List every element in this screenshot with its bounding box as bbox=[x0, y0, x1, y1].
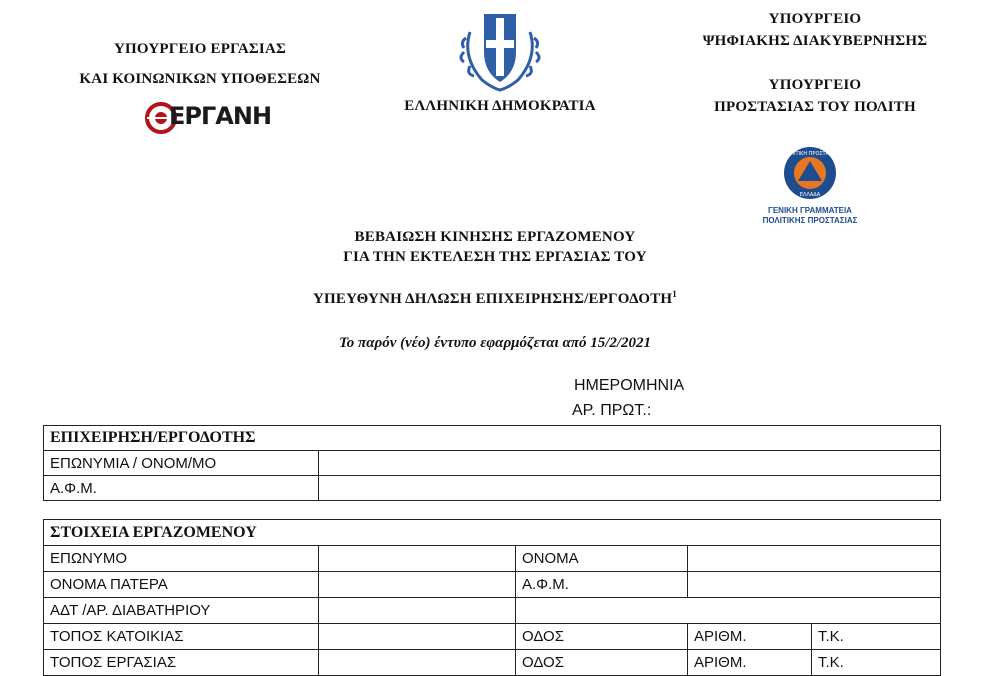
right-ministry-citizen-protection bbox=[650, 74, 980, 118]
business-table bbox=[43, 425, 941, 501]
document-title-line1: ΒΕΒΑΙΩΣΗ ΚΙΝΗΣΗΣ ΕΡΓΑΖΟΜΕΝΟΥ bbox=[354, 229, 636, 245]
table-row bbox=[44, 520, 941, 546]
father-name-field[interactable] bbox=[319, 572, 516, 598]
id-passport-extra-field[interactable] bbox=[516, 598, 941, 624]
business-name-label: ΕΠΩΝΥΜΙΑ / ΟΝΟΜ/ΜΟ bbox=[44, 451, 319, 476]
surname-field[interactable] bbox=[319, 546, 516, 572]
left-ministry-line2: ΚΑΙ ΚΟΙΝΩΝΙΚΩΝ ΥΠΟΘΕΣΕΩΝ bbox=[79, 71, 321, 87]
civil-caption-line2: ΠΟΛΙΤΙΚΗΣ ΠΡΟΣΤΑΣΙΑΣ bbox=[762, 216, 858, 225]
civil-logo-top-text: ΠΟΛΙΤΙΚΗ ΠΡΟΣΤΑΣΙΑ bbox=[782, 151, 838, 157]
business-afm-label: Α.Φ.Μ. bbox=[44, 476, 319, 501]
table-row bbox=[44, 426, 941, 451]
table-row bbox=[44, 598, 941, 624]
work-number-label: ΑΡΙΘΜ. bbox=[688, 650, 812, 676]
employee-section-header: ΣΤΟΙΧΕΙΑ ΕΡΓΑΖΟΜΕΝΟΥ bbox=[44, 520, 941, 546]
father-name-label: ΟΝΟΜΑ ΠΑΤΕΡΑ bbox=[44, 572, 319, 598]
id-passport-field[interactable] bbox=[319, 598, 516, 624]
residence-street-label: ΟΔΟΣ bbox=[516, 624, 688, 650]
residence-field[interactable] bbox=[319, 624, 516, 650]
employee-table bbox=[43, 519, 941, 676]
business-afm-field[interactable] bbox=[319, 476, 941, 501]
civil-logo-bottom-text: ΕΛΛΑΔΑ bbox=[799, 192, 821, 198]
business-name-field[interactable] bbox=[319, 451, 941, 476]
republic-title: ΕΛΛΗΝΙΚΗ ΔΗΜΟΚΡΑΤΙΑ bbox=[404, 98, 596, 114]
employee-afm-field[interactable] bbox=[688, 572, 941, 598]
table-row bbox=[44, 650, 941, 676]
employee-afm-label: Α.Φ.Μ. bbox=[516, 572, 688, 598]
table-row bbox=[44, 451, 941, 476]
left-ministry-header bbox=[40, 34, 360, 94]
firstname-field[interactable] bbox=[688, 546, 941, 572]
table-row bbox=[44, 546, 941, 572]
document-title-declaration bbox=[200, 289, 790, 308]
id-passport-label: ΑΔΤ /ΑΡ. ΔΙΑΒΑΤΗΡΙΟΥ bbox=[44, 598, 319, 624]
right-ministry-digital bbox=[650, 8, 980, 52]
work-place-label: ΤΟΠΟΣ ΕΡΓΑΣΙΑΣ bbox=[44, 650, 319, 676]
footnote-mark: 1 bbox=[672, 289, 677, 299]
residence-postal-label: Τ.Κ. bbox=[812, 624, 941, 650]
date-label: ΗΜΕΡΟΜΗΝΙΑ bbox=[574, 377, 685, 394]
ergani-logo-text: ΕΡΓΑΝΗ bbox=[169, 102, 272, 130]
right-ministry-1-line2: ΨΗΦΙΑΚΗΣ ΔΙΑΚΥΒΕΡΝΗΣΗΣ bbox=[702, 33, 928, 49]
effective-date-note: Το παρόν (νέο) έντυπο εφαρμόζεται από 15/2/2021 bbox=[338, 335, 652, 351]
greek-coat-of-arms-icon bbox=[452, 2, 548, 92]
right-ministry-1-line1: ΥΠΟΥΡΓΕΙΟ bbox=[768, 11, 862, 27]
work-street-label: ΟΔΟΣ bbox=[516, 650, 688, 676]
civil-protection-logo-icon bbox=[768, 146, 852, 200]
right-ministry-2-line1: ΥΠΟΥΡΓΕΙΟ bbox=[768, 77, 862, 93]
surname-label: ΕΠΩΝΥΜΟ bbox=[44, 546, 319, 572]
civil-protection-caption bbox=[718, 206, 902, 226]
residence-number-label: ΑΡΙΘΜ. bbox=[688, 624, 812, 650]
table-row bbox=[44, 476, 941, 501]
right-ministry-2-line2: ΠΡΟΣΤΑΣΙΑΣ ΤΟΥ ΠΟΛΙΤΗ bbox=[714, 99, 916, 115]
declaration-text: ΥΠΕΥΘΥΝΗ ΔΗΛΩΣΗ ΕΠΙΧΕΙΡΗΣΗΣ/ΕΡΓΟΔΟΤΗ bbox=[312, 291, 673, 307]
firstname-label: ΟΝΟΜΑ bbox=[516, 546, 688, 572]
work-place-field[interactable] bbox=[319, 650, 516, 676]
table-row bbox=[44, 572, 941, 598]
protocol-number-label: ΑΡ. ΠΡΩΤ.: bbox=[572, 402, 652, 419]
document-title-line2: ΓΙΑ ΤΗΝ ΕΚΤΕΛΕΣΗ ΤΗΣ ΕΡΓΑΣΙΑΣ ΤΟΥ bbox=[343, 249, 647, 265]
ergani-logo bbox=[145, 96, 272, 140]
table-row bbox=[44, 624, 941, 650]
civil-caption-line1: ΓΕΝΙΚΗ ΓΡΑΜΜΑΤΕΙΑ bbox=[768, 206, 852, 215]
residence-label: ΤΟΠΟΣ ΚΑΤΟΙΚΙΑΣ bbox=[44, 624, 319, 650]
work-postal-label: Τ.Κ. bbox=[812, 650, 941, 676]
business-section-header: ΕΠΙΧΕΙΡΗΣΗ/ΕΡΓΟΔΟΤΗΣ bbox=[44, 426, 941, 451]
left-ministry-line1: ΥΠΟΥΡΓΕΙΟ ΕΡΓΑΣΙΑΣ bbox=[113, 41, 287, 57]
